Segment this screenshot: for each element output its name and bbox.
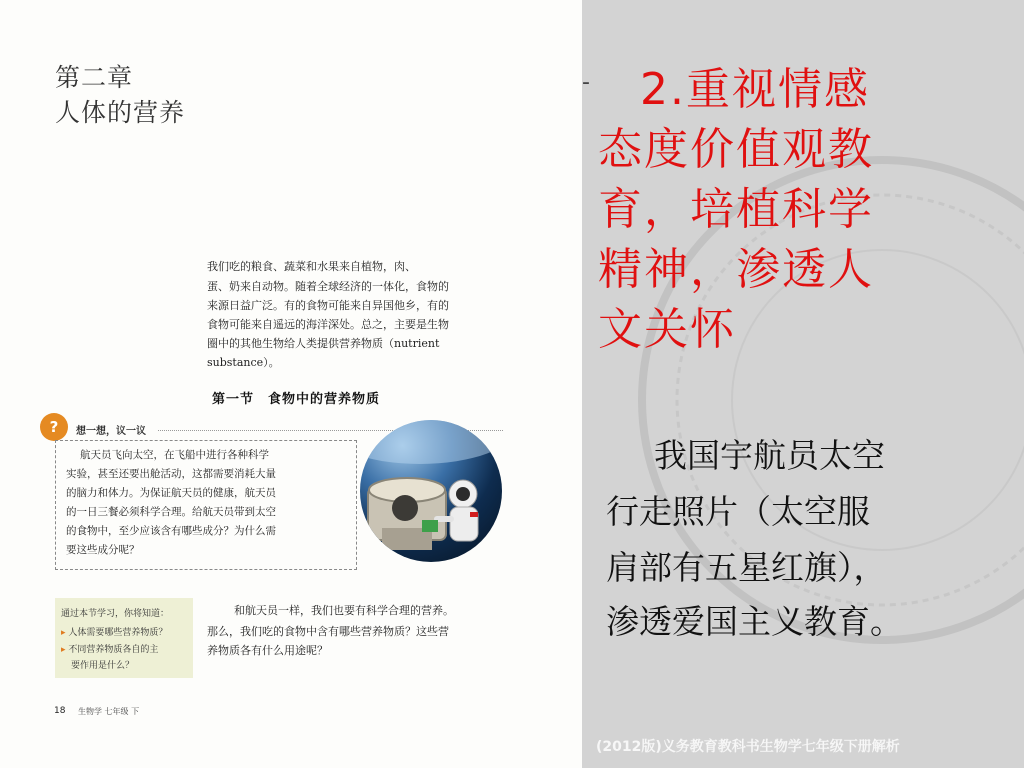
slide-heading-line: 育，培植科学 [598,184,874,235]
think-discuss-icon: ? [40,413,68,441]
slide-heading-line: 2.重视情感 [640,64,870,115]
slide-heading-line: 文关怀 [598,304,736,355]
slide-note-line: 渗透爱国主义教育。 [606,602,903,641]
slide-note-line: 我国宇航员太空 [654,436,885,475]
goal-item-continued: 要作用是什么？ [71,661,135,671]
intro-line: 我们吃的粮食、蔬菜和水果来自植物，肉、 [207,260,416,273]
slide-heading-line: 态度价值观教 [598,124,874,175]
think-line: 的一日三餐必须科学合理。给航天员带到太空 [66,506,276,518]
chapter-title: 人体的营养 [55,98,186,127]
goal-item-text: 不同营养物质各自的主 [68,645,159,655]
intro-line: substance）。 [207,356,280,369]
intro-line: 来源日益广泛。有的食物可能来自异国他乡，有的 [207,299,449,312]
intro-line: 圈中的其他生物给人类提供营养物质（nutrient [207,337,440,350]
think-line: 要这些成分呢？ [66,544,140,556]
goal-item [61,625,167,638]
footer-caption: (2012版)义务教育教科书生物学七年级下册解析 [596,739,900,755]
slide-note-line: 行走照片（太空服 [606,492,870,531]
think-line: 的脑力和体力。为保证航天员的健康，航天员 [66,487,276,499]
spacewalk-illustration [360,420,502,562]
intro-line: 蛋、奶来自动物。随着全球经济的一体化，食物的 [207,280,449,293]
think-discuss-title: 想一想，议一议 [76,426,146,437]
page-subject: 生物学 七年级 下 [78,707,140,716]
slide-note-line: 肩部有五星红旗）， [606,548,887,587]
body-paragraph-line: 养物质各有什么用途呢？ [207,644,328,657]
section-heading: 第一节 食物中的营养物质 [212,392,381,407]
bullet-dash: - [582,70,590,95]
intro-line: 食物可能来自遥远的海洋深处。总之，主要是生物 [207,318,449,331]
body-paragraph-line: 和航天员一样，我们也要有科学合理的营养。 [234,604,454,617]
goal-item [61,642,158,655]
think-line: 航天员飞向太空，在飞船中进行各种科学 [80,449,269,461]
learning-goals-box [55,598,193,678]
goals-intro: 通过本节学习，你将知道： [61,609,170,619]
bullet-icon: ▸ [61,645,69,655]
slide-heading-line: 精神，渗透人 [598,244,874,295]
page-number: 18 [54,706,66,716]
slide-panel [582,0,1024,768]
body-paragraph-line: 那么，我们吃的食物中含有哪些营养物质？这些营 [207,625,449,638]
think-line: 的食物中，至少应该含有哪些成分？为什么需 [66,525,276,537]
goal-item-text: 人体需要哪些营养物质？ [68,628,168,638]
think-line: 实验，甚至还要出舱活动，这都需要消耗大量 [66,468,276,480]
bullet-icon: ▸ [61,628,69,638]
astronaut-spacewalk-photo [360,420,502,562]
chapter-number: 第二章 [55,63,134,92]
